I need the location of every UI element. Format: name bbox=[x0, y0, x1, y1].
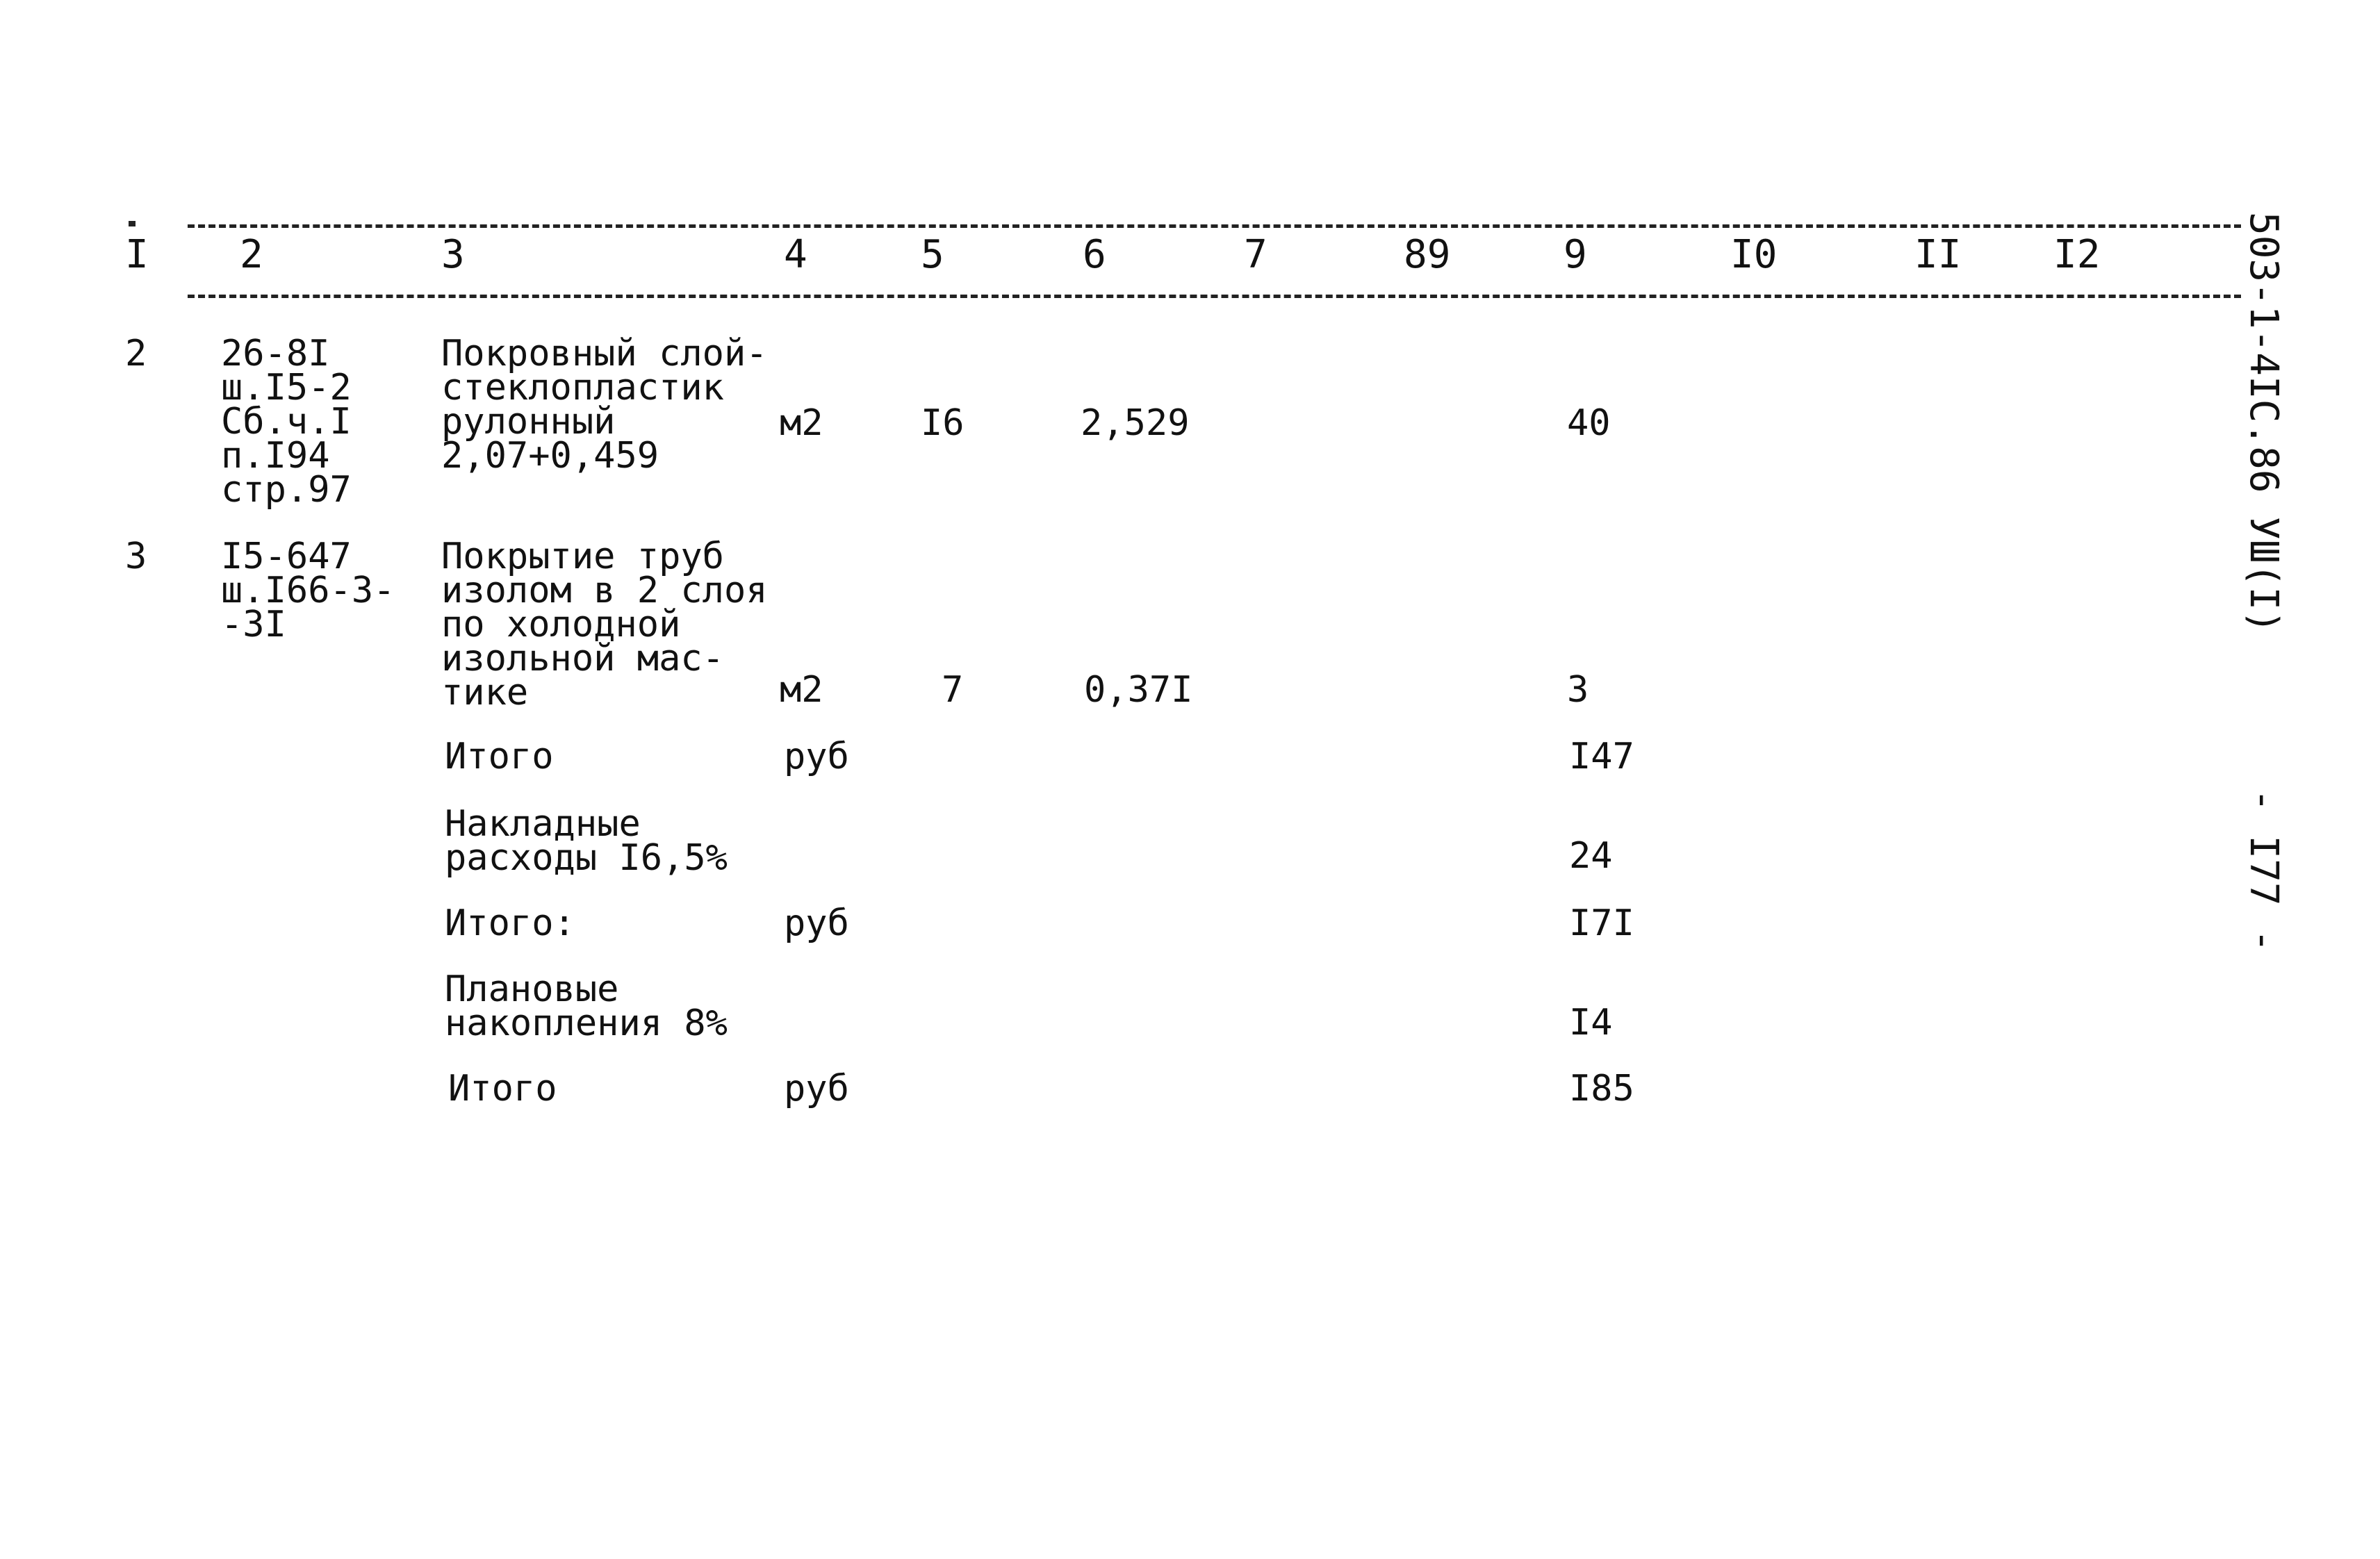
col-header-7: 7 bbox=[1244, 232, 1267, 277]
col-header-6: 6 bbox=[1083, 232, 1106, 277]
col-header-3: 3 bbox=[441, 232, 465, 277]
summary-label: Итого bbox=[448, 1068, 557, 1110]
summary-total: I85 bbox=[1569, 1068, 1634, 1110]
header-rule bbox=[188, 295, 2241, 298]
row-reference: 26-8I ш.I5-2 Сб.ч.I п.I94 стр.97 bbox=[221, 333, 352, 511]
row-unit: м2 bbox=[780, 402, 823, 444]
summary-label: Накладные расходы I6,5% bbox=[445, 803, 728, 879]
col-header-4: 4 bbox=[784, 232, 807, 277]
col-header-1: I bbox=[125, 232, 149, 277]
row-total: 3 bbox=[1567, 669, 1589, 711]
col-header-10: I0 bbox=[1730, 232, 1778, 277]
row-number: 3 bbox=[125, 536, 147, 577]
summary-total: I7I bbox=[1569, 902, 1634, 944]
summary-total: 24 bbox=[1569, 835, 1613, 877]
summary-unit: руб bbox=[784, 1068, 849, 1110]
summary-label: Итого bbox=[445, 736, 554, 777]
col-header-9: 9 bbox=[1564, 232, 1587, 277]
col-header-12: I2 bbox=[2053, 232, 2101, 277]
col-header-11: II bbox=[1914, 232, 1962, 277]
row-price: 2,529 bbox=[1081, 402, 1190, 444]
row-reference: I5-647 ш.I66-3- -3I bbox=[221, 536, 395, 645]
document-code: 503-1-4IС.86 УШ(I) bbox=[2241, 212, 2286, 634]
summary-label: Плановые накопления 8% bbox=[445, 968, 728, 1044]
col-header-5: 5 bbox=[921, 232, 944, 277]
row-total: 40 bbox=[1567, 402, 1611, 444]
row-price: 0,37I bbox=[1084, 669, 1193, 711]
summary-total: I4 bbox=[1569, 1002, 1613, 1044]
col-header-8: 89 bbox=[1404, 232, 1451, 277]
row-number: 2 bbox=[125, 333, 147, 374]
row-quantity: 7 bbox=[942, 669, 964, 711]
margin-tick bbox=[129, 221, 136, 226]
row-unit: м2 bbox=[780, 669, 823, 711]
row-quantity: I6 bbox=[921, 402, 965, 444]
summary-label: Итого: bbox=[445, 902, 575, 944]
page-number: - I77 - bbox=[2241, 789, 2286, 953]
row-description: Покровный слой- стеклопластик рулонный 2,07+0,459 bbox=[441, 333, 768, 477]
row-description: Покрытие труб изолом в 2 слоя по холодной изольной мас- тике bbox=[441, 536, 768, 713]
summary-unit: руб bbox=[784, 902, 849, 944]
col-header-2: 2 bbox=[240, 232, 263, 277]
summary-unit: руб bbox=[784, 736, 849, 777]
summary-total: I47 bbox=[1569, 736, 1634, 777]
top-rule bbox=[188, 224, 2241, 228]
